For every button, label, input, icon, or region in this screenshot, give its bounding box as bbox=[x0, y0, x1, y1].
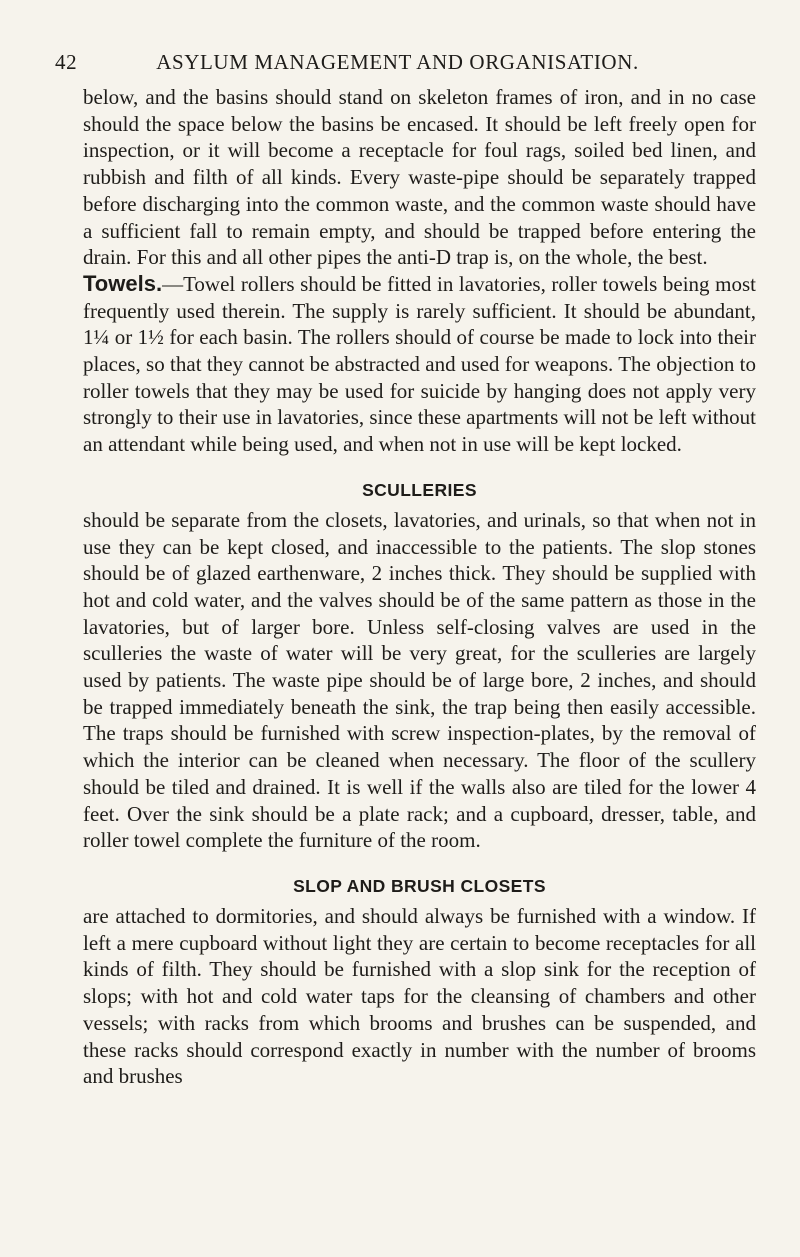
section-heading-slop-closets: SLOP AND BRUSH CLOSETS bbox=[293, 875, 546, 896]
paragraph-continuation: below, and the basins should stand on skeleton frames of iron, and in no case should the space below the basins be encased. It should be left freely open for inspection, or it will become a receptacle for foul rags, soiled bed linen, and rubbish and filth of all kinds. Every waste-pipe should be separately trapped before discharging into the common waste, and the common waste should have a sufficient fall to remain empty, and should be trapped before entering the drain. For this and all other pipes the anti-D trap is, on the whole, the best. bbox=[83, 85, 756, 270]
towels-run-in-heading: Towels. bbox=[83, 270, 163, 296]
section-heading-sculleries: SCULLERIES bbox=[362, 479, 477, 500]
running-head bbox=[55, 50, 730, 78]
page-body bbox=[83, 84, 756, 1090]
paragraph-towels bbox=[83, 271, 756, 458]
towels-text: —Towel rollers should be fitted in lavatories, roller towels being most frequently used therein. The supply is rarely sufficient. It should be abundant, 1¼ or 1½ for each basin. The rollers should of course be made to lock into their places, so that they cannot be abstracted and used for weapons. The objection to roller towels that they may be used for suicide by hanging does not apply very strongly to their use in lavatories, since these apartments will not be left without an attendant while being used, and when not in use will be kept locked. bbox=[83, 271, 757, 457]
paragraph-sculleries: should be separate from the closets, lavatories, and urinals, so that when not in use they can be kept closed, and inaccessible to the patients. The slop stones should be of glazed earthenware, 2 inches thick. They should be supplied with hot and cold water, and the valves should be of the same pattern as those in the lavatories, but of larger bore. Unless self-closing valves are used in the sculleries the waste of water will be very great, for the sculleries are largely used by patients. The waste pipe should be of large bore, 2 inches, and should be trapped immediately beneath the sink, the trap being then easily accessible. The traps should be furnished with screw inspection-plates, by the removal of which the interior can be cleaned when necessary. The floor of the scullery should be tiled and drained. It is well if the walls also are tiled for the lower 4 feet. Over the sink should be a plate rack; and a cupboard, dresser, table, and roller towel complete the furniture of the room. bbox=[83, 507, 756, 853]
page-number: 42 bbox=[55, 50, 78, 74]
paragraph-slop-closets: are attached to dormitories, and should always be furnished with a window. If left a mere cupboard without light they are certain to become receptacles for all kinds of filth. They should be furnished with a slop sink for the reception of slops; with hot and cold water taps for the cleansing of chambers and other vessels; with racks from which brooms and brushes can be suspended, and these racks should correspond exactly in number with the number of brooms and brushes bbox=[83, 903, 756, 1089]
running-title: ASYLUM MANAGEMENT AND ORGANISATION. bbox=[156, 50, 639, 74]
